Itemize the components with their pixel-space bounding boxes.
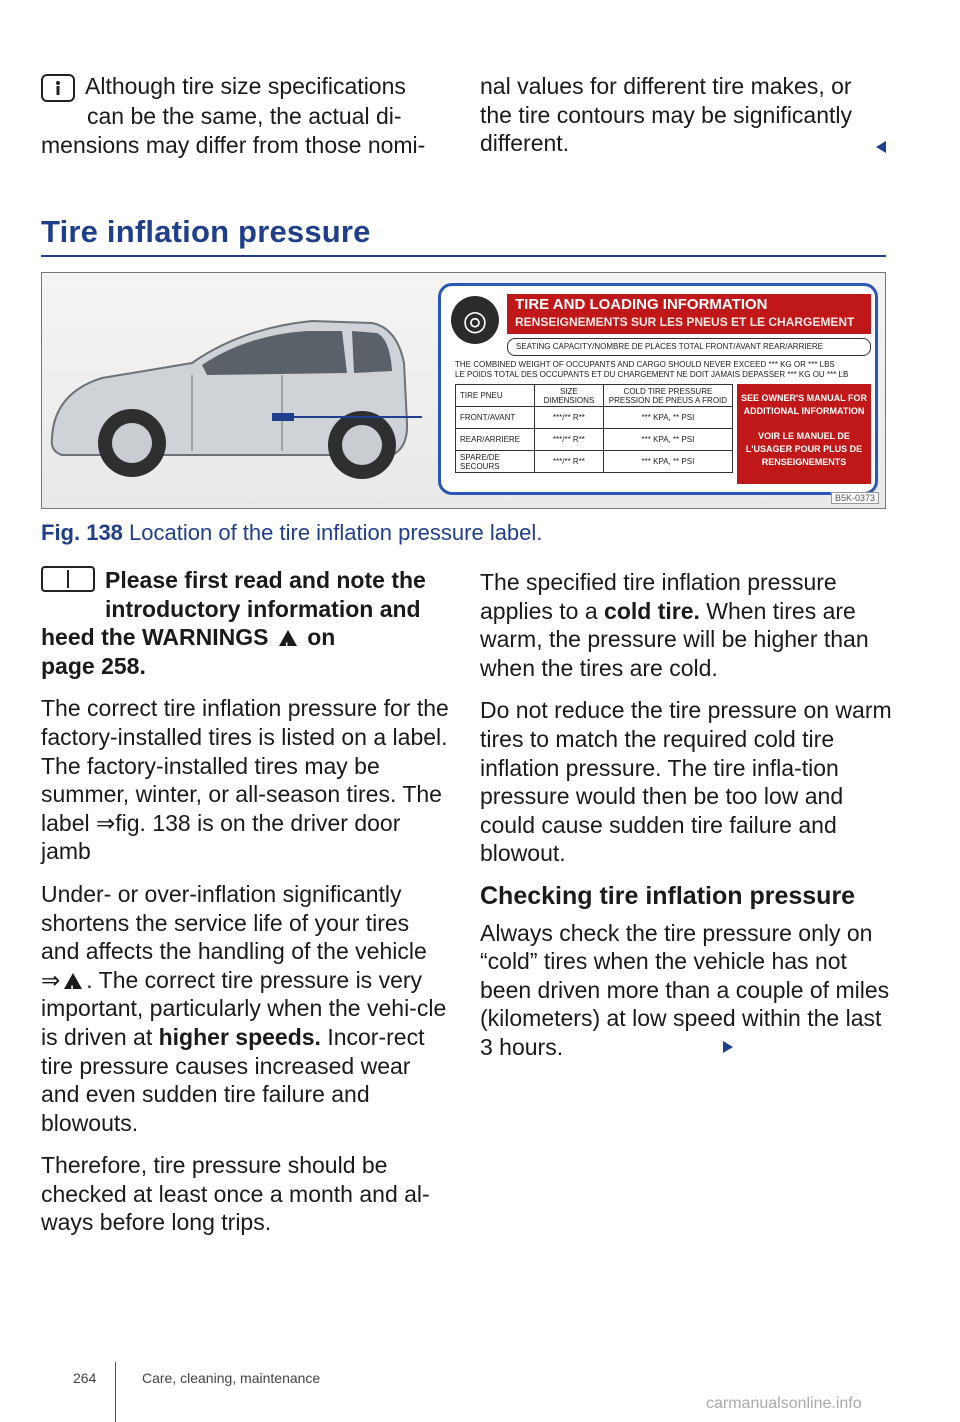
figure-number: Fig. 138 [41,520,123,545]
left-column [41,566,451,1251]
table-row: SPARE/DE SECOURS ***/** R** *** KPA, ** PSI [456,451,733,473]
section-divider [41,255,886,257]
back-arrow-icon [876,141,886,153]
paragraph-correct-pressure: The correct tire inflation pressure for the factory-installed tires is listed on a label. The factory-installed tires may be summer, winter, or all-season tires. The label ⇒fig. 138 is on the driver door jamb [41,695,449,865]
paragraph-cold-tire: The specified tire inflation pressure applies to a cold tire. When tires are warm, the pressure will be higher than when the tires are cold. [480,569,869,681]
car-illustration [42,273,422,509]
warning-icon [64,973,82,989]
table-row: FRONT/AVANT ***/** R** *** KPA, ** PSI [456,407,733,429]
page-number: 264 [73,1370,97,1386]
tire-label-seating: SEATING CAPACITY/NOMBRE DE PLACES TOTAL FRONT/AVANT REAR/ARRIERE [507,338,871,356]
paragraph-do-not-reduce: Do not reduce the tire pressure on warm tires to match the required cold tire inflation pressure. The tire infla-tion pressure would then be too low and could cause sudden tire failure and blowout. [480,697,892,867]
intro-line-3: mensions may differ from those nomi- [41,131,426,158]
tire-label-table: TIRE PNEU SIZE DIMENSIONS COLD TIRE PRESSURE PRESSION DE PNEUS A FROID FRONT/AVANT ***/** R** *** KPA, ** PSI REAR/ARRIERE ***/** R** *** KPA, ** PSI SPARE/DE SECOURS ***/** R** *** KPA, ** PSI [455,384,733,473]
tire-label-combined-weight: THE COMBINED WEIGHT OF OCCUPANTS AND CARGO SHOULD NEVER EXCEED *** KG OR *** LBS LE POIDS TOTAL DES OCCUPANTS ET DU CHARGEMENT NE DOIT JAMAIS DEPASSER *** KG OU *** LB [455,360,849,379]
paragraph-inflation-effects: Under- or over-inflation significantly shortens the service life of your tires and affects the handling of the vehicle ⇒! . The correct tire pressure is very important, particularly when the vehi-cle is driven at higher speeds. Incor-rect tire pressure causes increased wear and even sudden tire failure and blowouts. [41,880,451,1137]
figure-code: B5K-0373 [831,492,879,504]
footer-chapter-title: Care, cleaning, maintenance [142,1370,321,1386]
paragraph-always-check: Always check the tire pressure only on “cold” tires when the vehicle has not been driven more than a couple of miles (kilometers) at low speed within the last 3 hours. [480,919,890,1060]
intro-line-2: can be the same, the actual di- [87,103,402,129]
footer-divider [115,1362,116,1422]
tire-label-side-note: SEE OWNER'S MANUAL FOR ADDITIONAL INFORMATION VOIR LE MANUEL DE L'USAGER POUR PLUS DE RENSEIGNEMENTS [737,384,871,484]
section-title: Tire inflation pressure [41,214,371,249]
right-column [480,568,900,1076]
paragraph-check-monthly: Therefore, tire pressure should be checked at least once a month and al-ways before long trips. [41,1152,430,1236]
tire-label-header: TIRE AND LOADING INFORMATION RENSEIGNEMENTS SUR LES PNEUS ET LE CHARGEMENT [507,294,871,334]
table-row: REAR/ARRIERE ***/** R** *** KPA, ** PSI [456,429,733,451]
subsection-title: Checking tire inflation pressure [480,881,856,910]
figure-caption-text: Location of the tire inflation pressure label. [129,520,543,545]
warning-icon [279,630,297,646]
continue-arrow-icon [723,1041,733,1053]
book-icon [41,566,95,592]
watermark: carmanualsonline.info [706,1395,862,1412]
intro-line-1: Although tire size specifications [85,73,406,99]
figure-caption [41,520,542,546]
tire-loading-label [438,283,878,495]
figure-138 [41,272,886,509]
info-note-icon [41,74,75,102]
intro-right: nal values for different tire makes, or the tire contours may be significantly different. [480,73,853,157]
tire-label-logo-icon: ◎ [451,296,499,344]
intro-left [41,72,451,159]
read-note: Please first read and note the introductory information and heed the WARNINGS ! on page 258. [41,566,451,680]
